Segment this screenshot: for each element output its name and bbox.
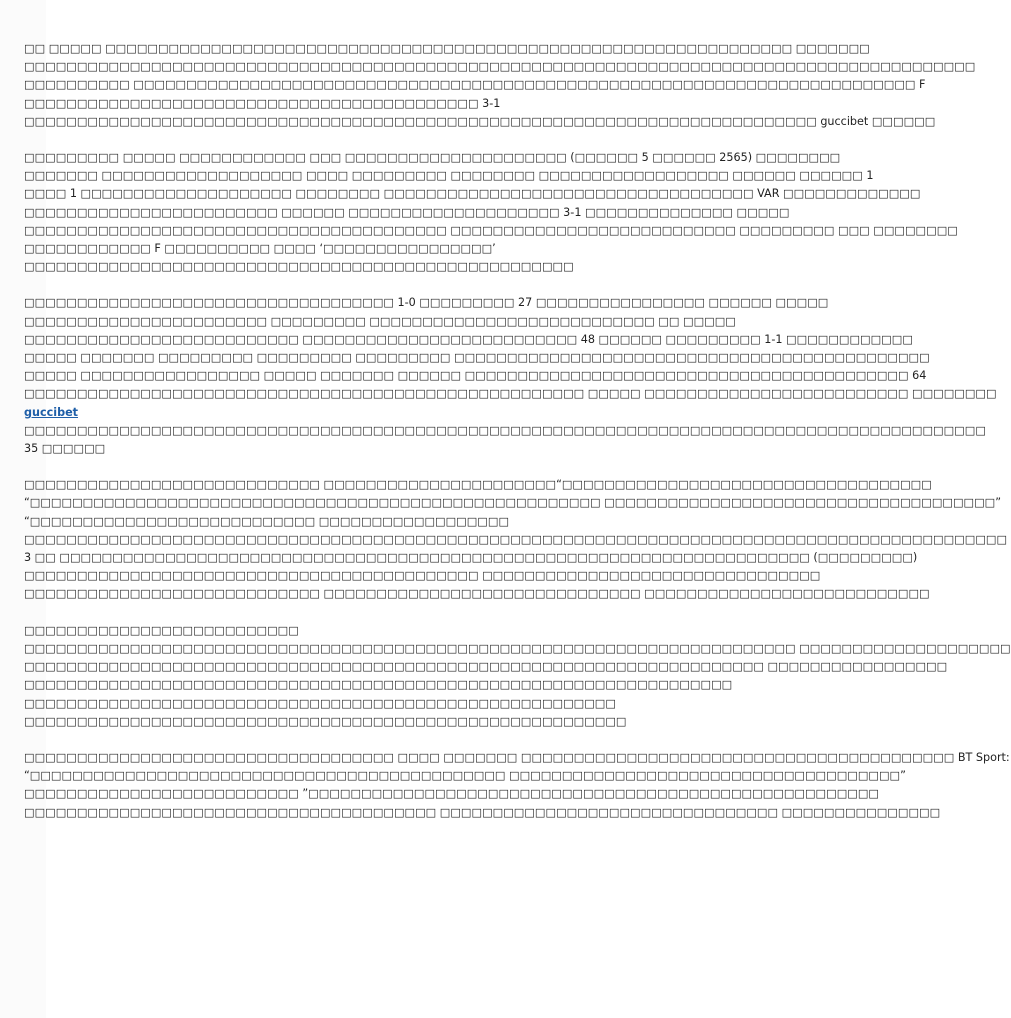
text-line: □□□□□□□□□□□□□□□□□□□□□□□□□□□□□□□□□□□□□□□□□□□□□□□□□□□□□□□□□□□□□□□□□□□□□□□□□□□□□□□□□□□□□□□□□□ <box>24 60 976 74</box>
text-line: □□□□□□□□□□□□□□□□□□□□□□□□□□□□□□□□□□□□□□□□□□□□□□□□□□□□□□□□□□□□□□□□□□□ <box>24 678 733 692</box>
text-line: “□□□□□□□□□□□□□□□□□□□□□□□□□□□□□□□□□□□□□□□□□□□□□ □□□□□□□□□□□□□□□□□□□□□□□□□□□□□□□□□□□□□” <box>24 769 906 783</box>
text-line: 3 □□ □□□□□□□□□□□□□□□□□□□□□□□□□□□□□□□□□□□□□□□□□□□□□□□□□□□□□□□□□□□□□□□□□□□□□□□ (□□□□□□□□□) <box>24 551 918 565</box>
text-line: □□□□□□□□□□□□□□□□□□□□□□□□□□□□ □□□□□□□□□□□□□□□□□□□□□□“□□□□□□□□□□□□□□□□□□□□□□□□□□□□□□□□□□□ <box>24 478 932 492</box>
text-line: “□□□□□□□□□□□□□□□□□□□□□□□□□□□ □□□□□□□□□□□□□□□□□□ <box>24 514 510 528</box>
article-paragraph <box>24 622 1011 731</box>
text-line: “□□□□□□□□□□□□□□□□□□□□□□□□□□□□□□□□□□□□□□□□□□□□□□□□□□□□□□ □□□□□□□□□□□□□□□□□□□□□□□□□□□□□□□□□□□□□” <box>24 496 1002 510</box>
text-line: □□□□□□□□□□□□□□□□□□□□□□□□□□ □□□□□□□□□□□□□□□□□□□□□□□□□□ 48 □□□□□□ □□□□□□□□□ 1-1 □□□□□□□□□□□□ <box>24 332 913 346</box>
text-line: □□□□□ □□□□□□□ □□□□□□□□□ □□□□□□□□□ □□□□□□□□□ □□□□□□□□□□□□□□□□□□□□□□□□□□□□□□□□□□□□□□□□□□□□□ <box>24 351 930 365</box>
article-paragraph <box>24 149 958 276</box>
text-line: □□□□□□□ □□□□□□□□□□□□□□□□□□□ □□□□ □□□□□□□□□ □□□□□□□□ □□□□□□□□□□□□□□□□□□ □□□□□□ □□□□□□ 1 <box>24 169 874 183</box>
text-line: □□□□□□□□□□ □□□□□□□□□□□□□□□□□□□□□□□□□□□□□□□□□□□□□□□□□□□□□□□□□□□□□□□□□□□□□□□□□□□□□□□□□□ F <box>24 78 926 92</box>
text-line: □□□□□□□□□□□□□□□□□□□□□□□□□□□□□□□□□□□ 1-0 □□□□□□□□□ 27 □□□□□□□□□□□□□□□□ □□□□□□ □□□□□ <box>24 296 829 310</box>
text-line: □□ □□□□□ □□□□□□□□□□□□□□□□□□□□□□□□□□□□□□□□□□□□□□□□□□□□□□□□□□□□□□□□□□□□□□□□□ □□□□□□□ <box>24 42 870 55</box>
text-line: □□□□□□□□□□□□□□□□□□□□□□□□□□□□□□□□□□□□□□□□□□□□□□□□□□□□□□□□□ <box>24 714 627 728</box>
text-line: □□□□□ □□□□□□□□□□□□□□□□□ □□□□□ □□□□□□□ □□□□□□ □□□□□□□□□□□□□□□□□□□□□□□□□□□□□□□□□□□□□□□□□□ 64 <box>24 369 927 383</box>
text-line: □□□□□□□□□□□□□□□□□□□□□□□□□□□□□□□□□□□□□□□□□□□□□□□□□□□□□□□□□□□□□□□□□□□□□□□□□ □□□□□□□□□□□□□□□□□□□□ <box>24 641 1011 655</box>
text-line: □□□□□□□□□□□□□□□□□□□□□□□□□□□□□□□□□□□ □□□□ □□□□□□□ □□□□□□□□□□□□□□□□□□□□□□□□□□□□□□□□□□□□□□□□□ BT Sport: <box>24 750 1010 764</box>
text-line: □□□□□□□□□□□□□□□□□□□□□□□□□□□□□□□□□□□□□□□□□□□□□□□□□□□□□□□□□□□□□□□□□□□□□□□□□□□□□□□□□□□□□□□□□□□□□ <box>24 532 1008 546</box>
text-line: □□□□□□□□□□□□□□□□□□□□□□□□ □□□□□□ □□□□□□□□□□□□□□□□□□□□ 3-1 □□□□□□□□□□□□□□ □□□□□ <box>24 205 790 219</box>
text-line: □□□□□□□□□□□□□□□□□□□□□□□□□□ <box>24 623 299 637</box>
text-line: □□□□□□□□□ □□□□□ □□□□□□□□□□□□ □□□ □□□□□□□□□□□□□□□□□□□□□ (□□□□□□ 5 □□□□□□ 2565) □□□□□□□□ <box>24 151 841 165</box>
article-paragraph <box>24 749 1010 822</box>
text-line: □□□□□□□□□□□□□□□□□□□□□□□□□□□□□□□□□□□□□□□□□□□ □□□□□□□□□□□□□□□□□□□□□□□□□□□□□□□□ <box>24 569 821 583</box>
article-body <box>24 40 1011 840</box>
text-line: □□□□□□□□□□□□□□□□□□□□□□□□□□□□□□□□□□□□□□□□□□□□□□□□□□□□ <box>24 260 574 274</box>
text-line: □□□□□□□□□□□□□□□□□□□□□□□□□□□□□□□□□□□□□□□ □□□□□□□□□□□□□□□□□□□□□□□□□□□□□□□□ □□□□□□□□□□□□□□□ <box>24 805 941 819</box>
text-line: □□□□□□□□□□□□□□□□□□□□□□□□□□□□□□□□□□□□□□□□□□□□□□□□□□□□□□□□□□□□□□□□□□□□□□□□□□□□□□□□□□□□□□□□□□□ <box>24 423 986 437</box>
text-line: □□□□ 1 □□□□□□□□□□□□□□□□□□□□ □□□□□□□□ □□□□□□□□□□□□□□□□□□□□□□□□□□□□□□□□□□□ VAR □□□□□□□□□□□□□ <box>24 187 921 201</box>
article-paragraph <box>24 476 1008 603</box>
text-line: □□□□□□□□□□□□□□□□□□□□□□□ □□□□□□□□□ □□□□□□□□□□□□□□□□□□□□□□□□□□□ □□ □□□□□ <box>24 314 736 328</box>
article-paragraph <box>24 40 976 131</box>
guccibet-link[interactable]: guccibet <box>24 405 79 419</box>
text-line: 35 □□□□□□ <box>24 442 106 456</box>
text-line: □□□□□□□□□□□□□□□□□□□□□□□□□□□□□□□□□□□□□□□□□□□□□□□□□□□□□□□□□□□□□□□□□□□□□□ □□□□□□□□□□□□□□□□□ <box>24 660 948 674</box>
text-line: □□□□□□□□□□□□□□□□□□□□□□□□□□□□ □□□□□□□□□□□□□□□□□□□□□□□□□□□□□□ □□□□□□□□□□□□□□□□□□□□□□□□□□□ <box>24 587 930 601</box>
text-line: □□□□□□□□□□□□□□□□□□□□□□□□□□□□□□□□□□□□□□□□□□□□□□□□□□□□□□□□ <box>24 696 616 710</box>
text-line: □□□□□□□□□□□□□□□□□□□□□□□□□□□□□□□□□□□□□□□□ □□□□□□□□□□□□□□□□□□□□□□□□□□□ □□□□□□□□□ □□□ □□□□□□□□ <box>24 223 958 237</box>
text-line: □□□□□□□□□□□□□□□□□□□□□□□□□□□□□□□□□□□□□□□□□□□□□□□□□□□□□□□□□□□□□□□□□□□□□□□□□□□ guccibet □□□□□□ <box>24 114 936 128</box>
text-line: □□□□□□□□□□□□□□□□□□□□□□□□□□□□□□□□□□□□□□□□□□□□□□□□□□□□□ □□□□□ □□□□□□□□□□□□□□□□□□□□□□□□□ □□□□□□□□ <box>24 387 997 401</box>
text-line: □□□□□□□□□□□□□□□□□□□□□□□□□□□□□□□□□□□□□□□□□□□ 3-1 <box>24 96 501 110</box>
text-line: □□□□□□□□□□□□□□□□□□□□□□□□□□ ”□□□□□□□□□□□□□□□□□□□□□□□□□□□□□□□□□□□□□□□□□□□□□□□□□□□□□□ <box>24 787 879 801</box>
article-paragraph <box>24 294 997 458</box>
text-line: □□□□□□□□□□□□ F □□□□□□□□□□ □□□□ ‘□□□□□□□□□□□□□□□□’ <box>24 242 496 256</box>
